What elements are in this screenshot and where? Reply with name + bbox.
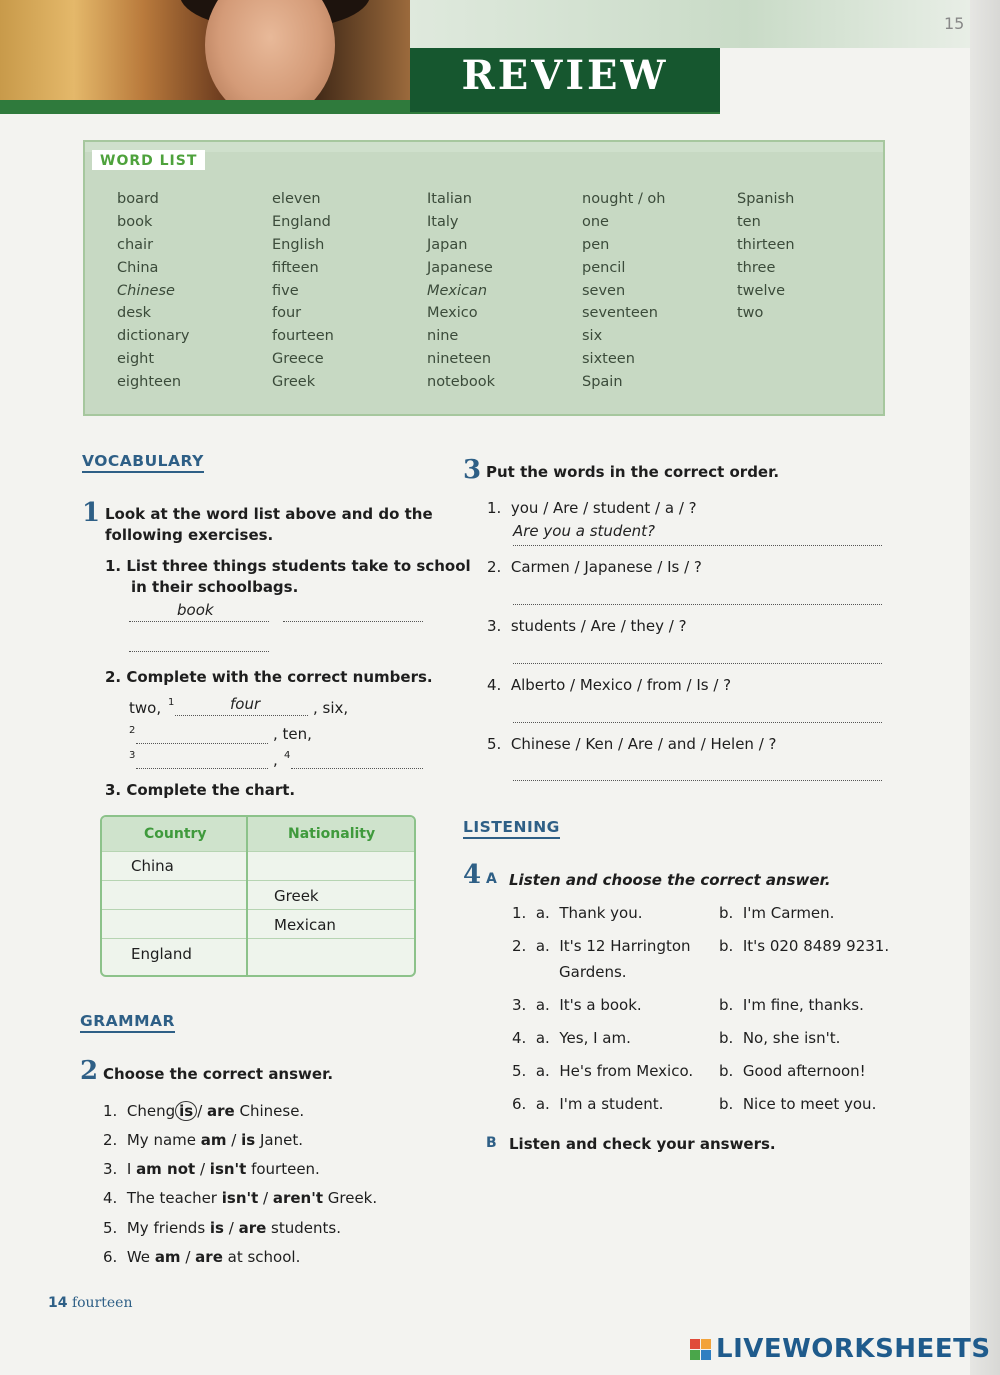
listening-item: 2. a. It's 12 Harrington	[512, 937, 691, 955]
grammar-item	[103, 1101, 304, 1121]
word: twelve	[737, 282, 785, 299]
item-text: Greek.	[323, 1189, 378, 1207]
item-text: fourteen.	[246, 1160, 320, 1178]
exercise-number: 1	[82, 498, 101, 528]
listening-option: b. I'm Carmen.	[719, 904, 835, 922]
listening-item: 3. a. It's a book.	[512, 996, 642, 1014]
word-column-3	[427, 188, 495, 394]
word: eighteen	[117, 374, 182, 391]
word: eight	[117, 351, 155, 368]
option-a[interactable]: am not	[136, 1160, 196, 1178]
question-text: 2. Complete with the correct numbers.	[105, 668, 433, 686]
grammar-heading: GRAMMAR	[80, 1012, 175, 1033]
chart-header-label: Country	[144, 826, 207, 842]
header-photo	[0, 0, 410, 100]
separator: /	[226, 1131, 242, 1149]
listening-heading: LISTENING	[463, 818, 560, 839]
item-number: 4.	[512, 1029, 527, 1047]
exercise-instruction: following exercises.	[105, 526, 274, 544]
listening-option: b. Nice to meet you.	[719, 1095, 877, 1113]
word-list-title: WORD LIST	[92, 150, 205, 170]
vocabulary-heading: VOCABULARY	[82, 452, 204, 473]
page-title: REVIEW	[461, 52, 669, 99]
separator: /	[195, 1160, 210, 1178]
option-b[interactable]: I'm fine, thanks.	[742, 996, 864, 1014]
item-text: Janet.	[255, 1131, 303, 1149]
logo-square	[690, 1339, 700, 1349]
blank-number: 2	[129, 725, 136, 736]
listening-item: 4. a. Yes, I am.	[512, 1029, 631, 1047]
word: four	[272, 305, 302, 322]
word: seven	[582, 282, 626, 299]
chart-cell-country: England	[131, 945, 192, 963]
word: England	[272, 213, 331, 230]
word: thirteen	[737, 236, 795, 253]
item-text: My name	[126, 1131, 201, 1149]
logo-square	[701, 1350, 711, 1360]
item-number: 2.	[512, 937, 527, 955]
reorder-question	[487, 558, 702, 576]
page-word: fourteen	[71, 1295, 133, 1311]
item-number: 5.	[487, 735, 502, 753]
item-number: 4.	[487, 676, 502, 694]
question-text: 3. Complete the chart.	[105, 781, 296, 799]
item-number: 6.	[103, 1248, 118, 1266]
option-a[interactable]: Thank you.	[559, 904, 643, 922]
item-number: 2.	[487, 558, 502, 576]
exercise-instruction: Look at the word list above and do the	[105, 505, 433, 523]
word-column-4	[582, 188, 666, 394]
answer-field[interactable]	[283, 603, 423, 622]
answer-field[interactable]	[513, 760, 882, 781]
grammar-item	[103, 1219, 341, 1237]
item-text: Alberto / Mexico / from / Is / ?	[510, 676, 732, 694]
chart-row	[102, 851, 416, 881]
item-number: 5.	[103, 1219, 118, 1237]
page-edge	[970, 0, 1000, 1375]
question-text: in their schoolbags.	[131, 578, 299, 596]
logo-square	[701, 1339, 711, 1349]
word: sixteen	[582, 351, 635, 368]
answer-field[interactable]	[513, 702, 882, 723]
header-bar	[410, 0, 970, 48]
word: book	[117, 213, 153, 230]
option-b[interactable]: are	[207, 1102, 235, 1120]
item-text: Chinese / Ken / Are / and / Helen / ?	[510, 735, 777, 753]
answer-field[interactable]	[129, 633, 269, 652]
word: nineteen	[427, 351, 492, 368]
option-b[interactable]: I'm Carmen.	[742, 904, 835, 922]
exercise-number: 3	[463, 455, 482, 485]
option-a[interactable]: is	[175, 1101, 197, 1121]
word: fourteen	[272, 328, 334, 345]
option-b[interactable]: It's 020 8489 9231.	[742, 937, 890, 955]
blank-number: 1	[168, 697, 175, 708]
grammar-item	[103, 1160, 320, 1178]
word: one	[582, 213, 609, 230]
page-footer	[48, 1295, 132, 1311]
word: desk	[117, 305, 152, 322]
item-text: students.	[266, 1219, 341, 1237]
logo-square	[690, 1350, 700, 1360]
exercise-number: 2	[80, 1056, 99, 1086]
word: Mexico	[427, 305, 478, 322]
separator: /	[180, 1248, 196, 1266]
word: seventeen	[582, 305, 658, 322]
option-a[interactable]: I'm a student.	[559, 1095, 664, 1113]
word: chair	[117, 236, 154, 253]
listening-option: b. It's 020 8489 9231.	[719, 937, 890, 955]
word: nought / oh	[582, 191, 666, 207]
word: pencil	[582, 259, 626, 276]
option-a[interactable]: isn't	[221, 1189, 259, 1207]
grammar-item	[103, 1131, 303, 1149]
chart-row	[102, 938, 416, 977]
answer-field[interactable]	[175, 695, 308, 716]
option-b[interactable]: aren't	[272, 1189, 323, 1207]
blank-number: 4	[284, 750, 291, 761]
option-a[interactable]: is	[209, 1219, 224, 1237]
answer-field[interactable]	[136, 751, 268, 769]
answer-text: four	[230, 695, 261, 713]
reorder-question	[487, 676, 731, 694]
answer-field[interactable]	[136, 726, 268, 744]
word: Spanish	[737, 191, 795, 207]
item-text: We	[126, 1248, 155, 1266]
word: Mexican	[427, 282, 488, 299]
option-b[interactable]: are	[238, 1219, 267, 1237]
number-sequence-text: ,	[273, 751, 278, 769]
chart-header-country	[102, 817, 246, 851]
item-text: at school.	[222, 1248, 301, 1266]
word: two	[737, 305, 764, 322]
chart-cell-nationality: Mexican	[274, 916, 336, 934]
word: Greek	[272, 374, 316, 391]
answer-field[interactable]	[513, 584, 882, 605]
item-number: 1.	[512, 904, 527, 922]
item-text: Chinese.	[234, 1102, 305, 1120]
grammar-item	[103, 1248, 300, 1266]
reorder-question	[487, 499, 697, 517]
word: dictionary	[117, 328, 190, 345]
exercise-instruction: Choose the correct answer.	[103, 1065, 334, 1083]
option-b[interactable]: No, she isn't.	[742, 1029, 841, 1047]
listening-item: 6. a. I'm a student.	[512, 1095, 664, 1113]
chart-cell-nationality: Greek	[274, 887, 319, 905]
item-text: Cheng	[126, 1102, 176, 1120]
option-b[interactable]: is	[241, 1131, 256, 1149]
word: China	[117, 259, 159, 276]
listening-option: b. Good afternoon!	[719, 1062, 866, 1080]
exercise-instruction: Put the words in the correct order.	[486, 463, 780, 481]
item-number: 6.	[512, 1095, 527, 1113]
question-text: 1. List three things students take to school	[105, 557, 471, 575]
separator: /	[223, 1219, 239, 1237]
word-column-2	[272, 188, 334, 394]
exercise-instruction: Listen and check your answers.	[509, 1135, 776, 1153]
word-column-1	[117, 188, 189, 394]
word: fifteen	[272, 259, 319, 276]
listening-item: 5. a. He's from Mexico.	[512, 1062, 694, 1080]
word: English	[272, 236, 325, 253]
word: Chinese	[117, 282, 175, 299]
listening-option: b. No, she isn't.	[719, 1029, 841, 1047]
word: ten	[737, 213, 761, 230]
word: pen	[582, 236, 610, 253]
word: three	[737, 259, 776, 276]
word: five	[272, 282, 299, 299]
separator: /	[197, 1102, 203, 1120]
option-b[interactable]: isn't	[209, 1160, 247, 1178]
word: six	[582, 328, 603, 345]
liveworksheets-watermark: LIVEWORKSHEETS	[716, 1334, 991, 1364]
number-sequence-text: , six,	[313, 699, 349, 717]
option-a-continued[interactable]: Gardens.	[559, 963, 627, 981]
item-number: 2.	[103, 1131, 118, 1149]
answer-field[interactable]	[129, 603, 269, 622]
exercise-instruction: Listen and choose the correct answer.	[509, 871, 831, 889]
word: notebook	[427, 374, 496, 391]
item-number: 1.	[487, 499, 502, 517]
option-a[interactable]: He's from Mexico.	[559, 1062, 694, 1080]
option-a[interactable]: It's a book.	[559, 996, 642, 1014]
option-a[interactable]: It's 12 Harrington	[559, 937, 691, 955]
top-page-number: 15	[944, 14, 965, 33]
photo-face	[205, 0, 335, 100]
country-nationality-chart	[100, 815, 416, 977]
word: board	[117, 191, 159, 207]
item-number: 3.	[487, 617, 502, 635]
word: Italy	[427, 213, 459, 230]
item-text: students / Are / they / ?	[510, 617, 687, 635]
answer-text: Are you a student?	[513, 522, 656, 540]
word: Italian	[427, 191, 472, 207]
item-text: I	[126, 1160, 137, 1178]
word: eleven	[272, 191, 321, 207]
answer-text: book	[177, 601, 214, 619]
item-text: Carmen / Japanese / Is / ?	[510, 558, 702, 576]
item-number: 4.	[103, 1189, 118, 1207]
item-text: you / Are / student / a / ?	[510, 499, 697, 517]
word: Japan	[427, 236, 468, 253]
word: Spain	[582, 374, 623, 391]
reorder-question	[487, 735, 776, 753]
exercise-number: 4	[463, 860, 482, 890]
listening-option: b. I'm fine, thanks.	[719, 996, 864, 1014]
answer-field[interactable]	[291, 751, 423, 769]
chart-row	[102, 909, 416, 939]
option-a[interactable]: am	[200, 1131, 227, 1149]
part-label: B	[486, 1135, 497, 1151]
listening-item: 1. a. Thank you.	[512, 904, 643, 922]
grammar-item	[103, 1189, 377, 1207]
answer-field[interactable]	[513, 522, 882, 546]
word: Greece	[272, 351, 324, 368]
reorder-question	[487, 617, 687, 635]
chart-divider	[246, 817, 248, 977]
blank-number: 3	[129, 750, 136, 761]
liveworksheets-logo-icon	[690, 1339, 712, 1361]
chart-header-nationality	[248, 817, 416, 851]
item-text: My friends	[126, 1219, 210, 1237]
item-text: The teacher	[126, 1189, 222, 1207]
word: nine	[427, 328, 459, 345]
option-a[interactable]: am	[154, 1248, 181, 1266]
separator: /	[258, 1189, 273, 1207]
chart-row	[102, 880, 416, 910]
option-b[interactable]: Good afternoon!	[742, 1062, 866, 1080]
number-sequence-text: , ten,	[273, 725, 312, 743]
item-number: 3.	[103, 1160, 118, 1178]
part-label: A	[486, 871, 497, 887]
word-column-5	[737, 188, 795, 325]
item-number: 1.	[103, 1102, 118, 1120]
number-sequence-start: two,	[129, 699, 162, 717]
option-b[interactable]: are	[195, 1248, 223, 1266]
answer-field[interactable]	[513, 643, 882, 664]
option-b[interactable]: Nice to meet you.	[742, 1095, 877, 1113]
page-number: 14	[48, 1295, 68, 1311]
item-number: 5.	[512, 1062, 527, 1080]
option-a[interactable]: Yes, I am.	[559, 1029, 631, 1047]
item-number: 3.	[512, 996, 527, 1014]
word: Japanese	[427, 259, 493, 276]
chart-header-label: Nationality	[288, 826, 376, 842]
chart-cell-country[interactable]: China	[131, 857, 174, 875]
